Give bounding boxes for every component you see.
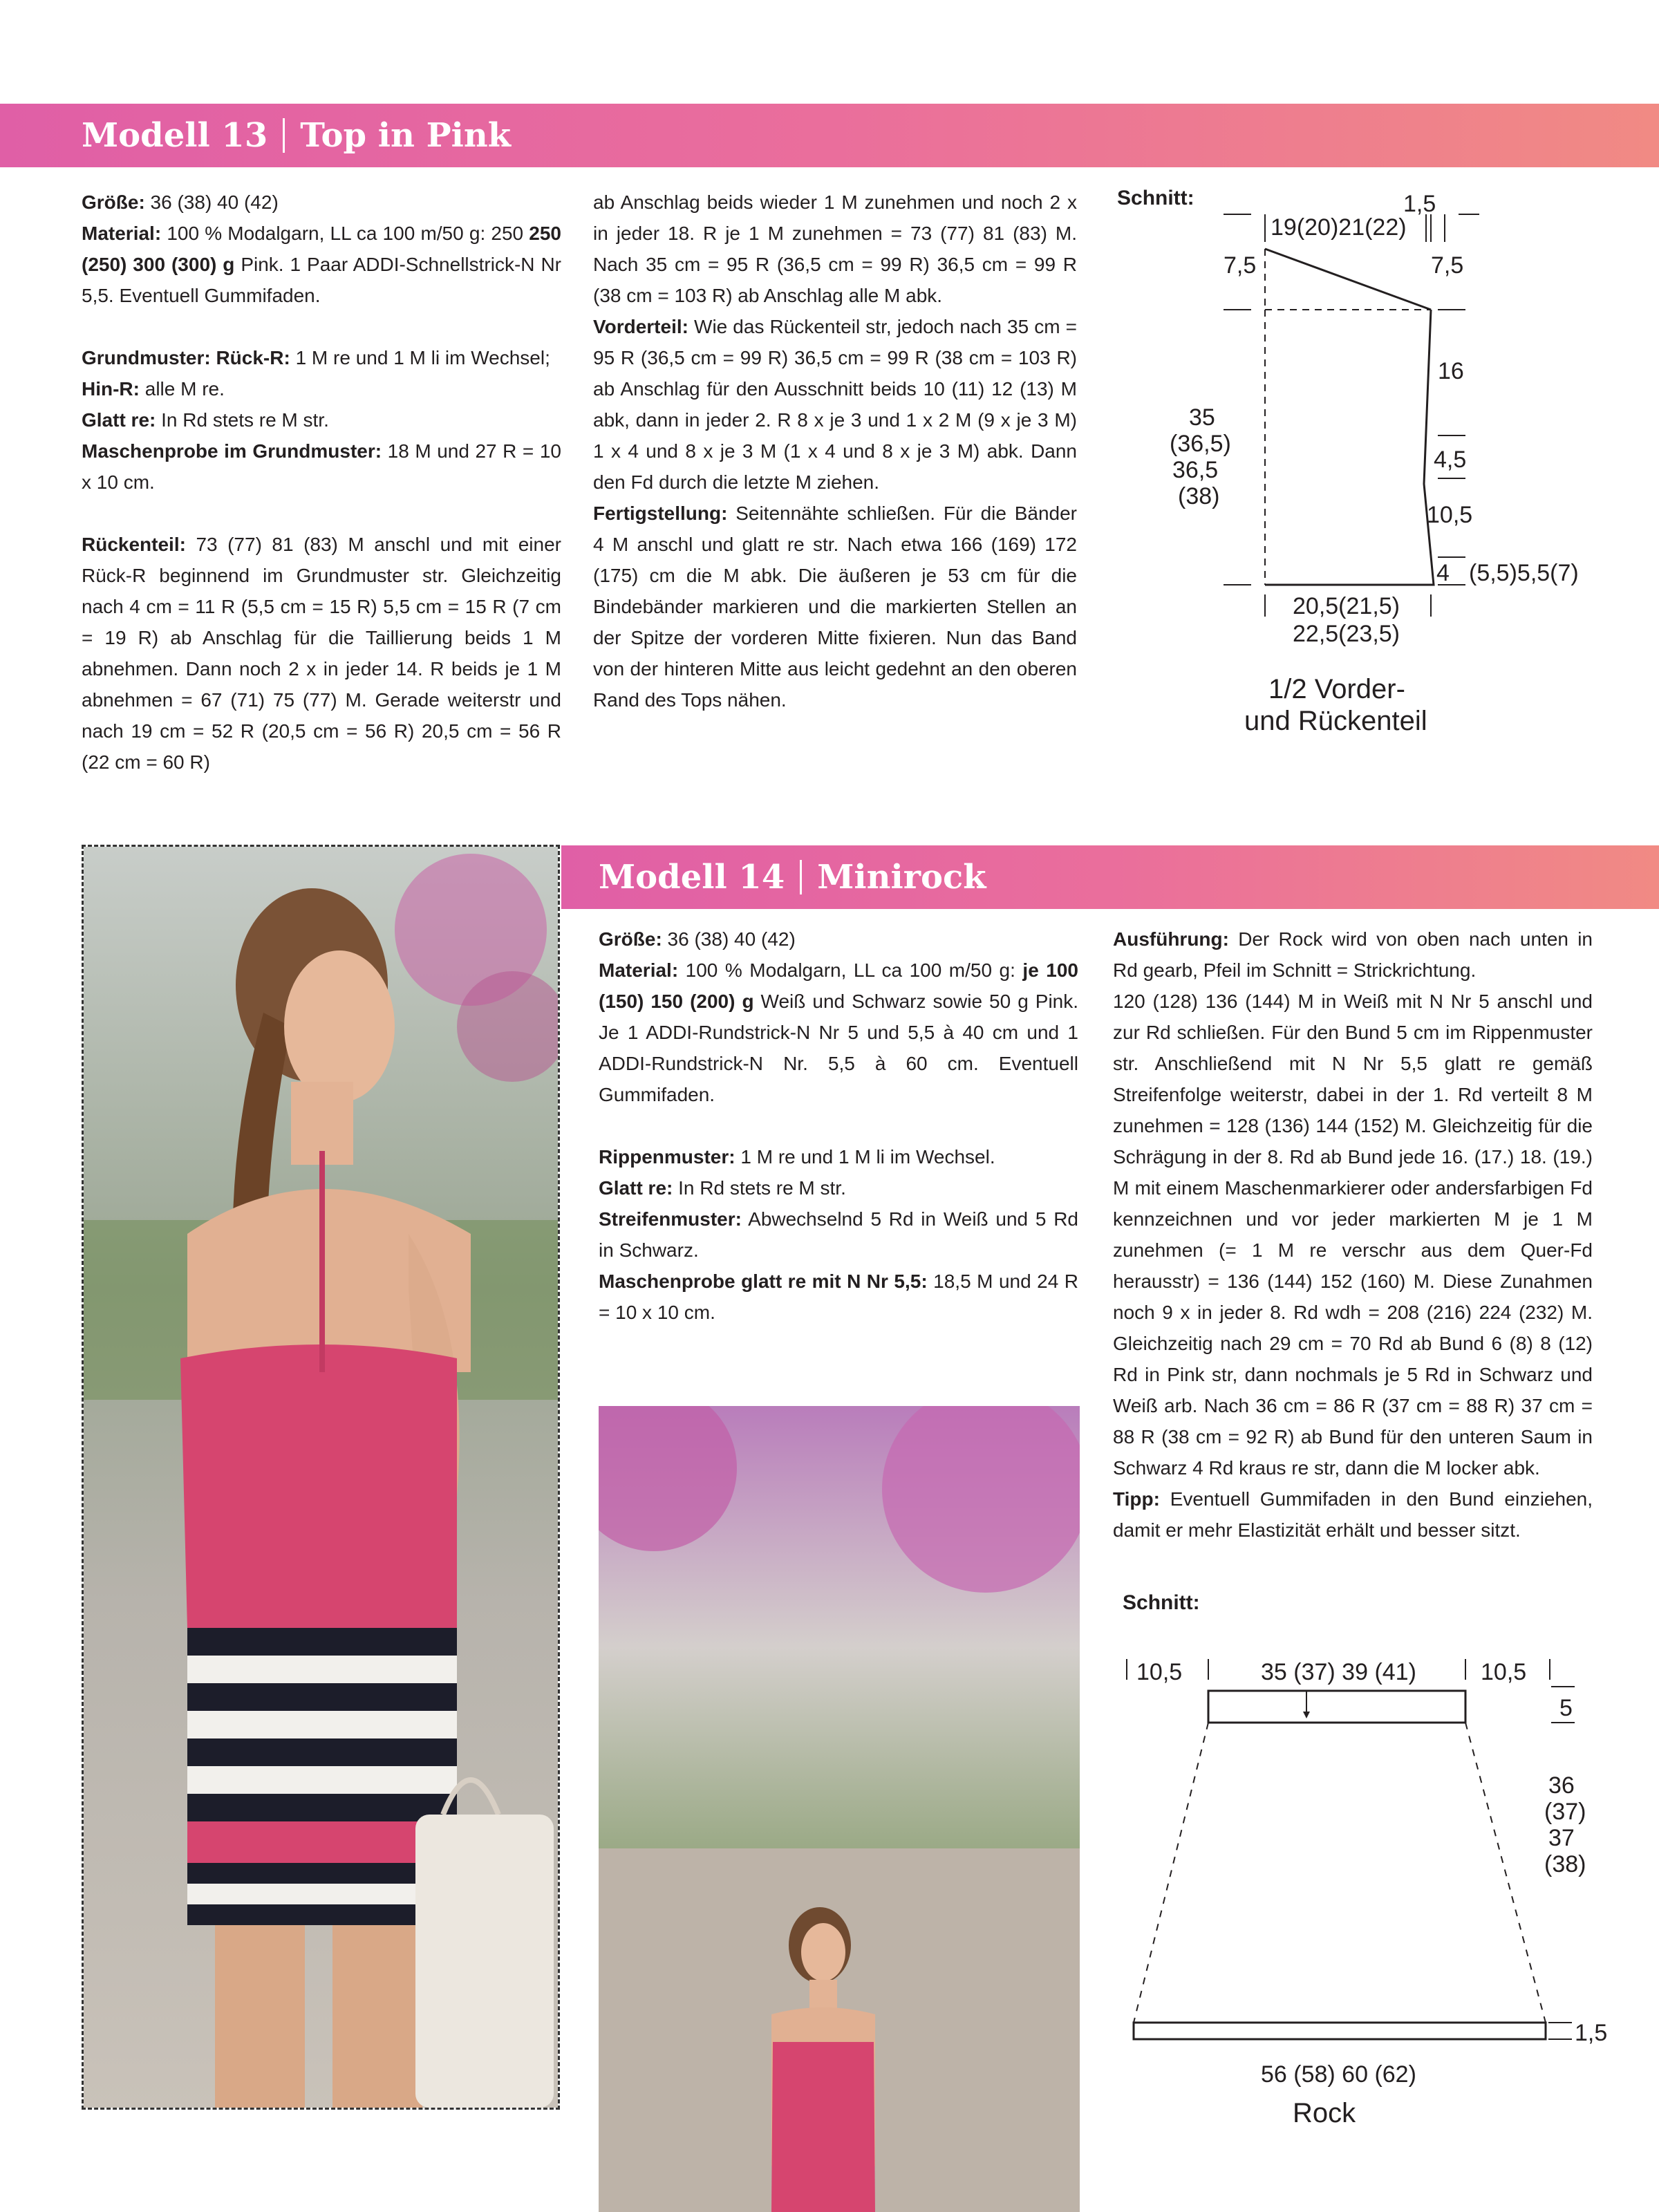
model-13-number: Modell 13 [82,116,268,155]
bold-label: Material: [599,959,679,981]
paragraph [82,187,561,218]
model-14-title: Minirock [817,858,986,897]
bold-label: Material: [82,223,162,244]
skirt-left-edge [1134,1723,1208,2023]
caption-line-1: 1/2 Vorder- [1268,674,1405,704]
paragraph-text: 100 % Modalgarn, LL ca 100 m/50 g: 250 [161,223,529,244]
bold-label: Glatt re: [82,409,156,431]
paragraph [82,435,561,498]
paragraph-text: In Rd stets re M str. [156,409,329,431]
model-13-schematic [1099,180,1652,753]
model-photo-front-view [599,1406,1080,2212]
dim-right-10-5: 10,5 [1481,1659,1527,1685]
dim-right-height-2: (37) [1544,1799,1586,1825]
bold-label: Größe: [82,191,145,213]
bold-label: Rückenteil: [82,534,186,555]
dim-right-7-5: 7,5 [1431,252,1464,279]
dim-right-height-4: (38) [1544,1851,1586,1877]
paragraph-text: 18,5 M und 24 R = 10 x 10 cm. [599,1271,1078,1323]
paragraph-text: Pink. 1 Paar ADDI-Schnellstrick-N Nr 5,5. Eventuell Gummifaden. [82,254,561,306]
paragraph [593,311,1077,498]
model-14-number: Modell 14 [599,858,785,897]
dim-right-16: 16 [1438,358,1464,384]
bold-label: 250 (250) 300 (300) g [82,223,561,275]
dim-bottom-width-1: 20,5(21,5) [1293,593,1400,619]
dim-right-height-3: 37 [1548,1825,1575,1851]
paragraph [599,1141,1078,1172]
dim-top-small: 1,5 [1403,191,1436,217]
bold-label: Hin-R: [82,378,140,400]
paragraph-text: 1 M re und 1 M li im Wechsel; [290,347,550,368]
dim-left-height-1: 35 [1189,404,1215,431]
schematic-label: Schnitt: [1123,1591,1200,1614]
model-13-column-2 [593,187,1077,715]
dim-bottom-width: 56 (58) 60 (62) [1261,2061,1416,2088]
bold-label: Grundmuster: Rück-R: [82,347,290,368]
bold-label: Fertigstellung: [593,503,728,524]
paragraph [1113,924,1593,986]
paragraph-gap [82,498,561,529]
paragraph-gap [82,311,561,342]
model-13-banner [0,104,1659,167]
dim-left-10-5: 10,5 [1136,1659,1183,1685]
dim-bottom-right-sizes: (5,5)5,5(7) [1469,560,1579,586]
paragraph [599,1172,1078,1203]
paragraph-text: 36 (38) 40 (42) [144,191,279,213]
paragraph-text: alle M re. [139,378,225,400]
paragraph-text: Weiß und Schwarz sowie 50 g Pink. Je 1 ADDI-Rundstrick-N Nr 5 und 5,5 à 40 cm und 1 ADDI-Rundstrick-N Nr. 5,5 à 60 cm. Eventuell Gummifaden. [599,991,1079,1105]
bold-label: Größe: [599,928,662,950]
bold-label: Rippenmuster: [599,1146,735,1168]
paragraph [82,404,561,435]
dim-bottom-width-2: 22,5(23,5) [1293,621,1400,647]
bold-label: Tipp: [1113,1488,1160,1510]
dim-right-10-5: 10,5 [1427,502,1473,528]
dim-right-1-5: 1,5 [1575,2020,1608,2046]
dim-right-4-5: 4,5 [1434,447,1467,473]
model-14-column-2 [1113,924,1593,1546]
paragraph-text: Wie das Rückenteil str, jedoch nach 35 cm = 95 R (36,5 cm = 99 R) 36,5 cm = 99 R (38 cm = 103 R) ab Anschlag für den Ausschnitt beids 10 (11) 12 (13) M abk, dann in jeder 2. R 8 x je 3 und 1 x 2 M (9 x je 3 M) 1 x 4 und 8 x je 3 M (1 x 4 und 8 x je 3 M) abk. Dann den Fd durch die letzte M ziehen. [593,316,1077,493]
title-separator [800,860,802,894]
dim-left-height-3: 36,5 [1172,457,1219,483]
paragraph [599,1266,1078,1328]
skirt-right-edge [1465,1723,1546,2023]
dim-left-7-5: 7,5 [1224,252,1257,279]
dim-left-height-2: (36,5) [1170,431,1231,457]
paragraph-text: 36 (38) 40 (42) [662,928,796,950]
model-14-column-1 [599,924,1078,1328]
waistband [1208,1691,1465,1723]
side-seam [1265,310,1434,585]
paragraph [599,1203,1078,1266]
paragraph [593,187,1077,311]
paragraph-text: Abwechselnd 5 Rd in Weiß und 5 Rd in Schwarz. [599,1208,1078,1261]
bold-label: Ausführung: [1113,928,1229,950]
paragraph-text: Der Rock wird von oben nach unten in Rd gearb, Pfeil im Schnitt = Strickrichtung. [1113,928,1593,981]
bold-label: Streifenmuster: [599,1208,742,1230]
paragraph-text: 73 (77) 81 (83) M anschl und mit einer Rück-R beginnend im Grundmuster str. Gleichzeitig nach 4 cm = 11 R (5,5 cm = 15 R) 5,5 cm = 15 R (7 cm = 19 R) ab Anschlag für die Taillierung beids 1 M abnehmen. Dann noch 2 x in jeder 14. R beids je 1 M abnehmen = 67 (71) 75 (77) M. Gerade weiterstr und nach 19 cm = 52 R (20,5 cm = 56 R) 20,5 cm = 56 R (22 cm = 60 R) [82,534,561,773]
paragraph [593,498,1077,715]
paragraph-text: ab Anschlag beids wieder 1 M zunehmen und noch 2 x in jeder 18. R je 1 M zunehmen = 73 (77) 81 (83) M. Nach 35 cm = 95 R (36,5 cm = 99 R) 36,5 cm = 99 R (38 cm = 103 R) ab Anschlag alle M abk. [593,191,1077,306]
paragraph-text: 120 (128) 136 (144) M in Weiß mit N Nr 5 anschl und zur Rd schließen. Für den Bund 5 cm im Rippenmuster str. Anschließend mit N Nr 5,5 glatt re gemäß Streifenfolge weiterstr, dabei in der 1. Rd verteilt 8 M zunehmen = 128 (136) 144 (152) M. Gleichzeitig für die Schrägung in der 8. Rd ab Bund jede 16. (17.) 18. (19.) M mit einem Maschenmarkierer oder andersfarbigen Fd kennzeichnen und vor jeder markierten M je 1 M zunehmen (= 1 M re verschr aus dem Quer-Fd herausstr) = 136 (144) 152 (160) M. Diese Zunahmen noch 9 x in jeder 8. Rd wdh = 208 (216) 224 (232) M. Gleichzeitig nach 29 cm = 70 Rd ab Bund 6 (8) 8 (12) Rd in Pink str, dann nochmals je 5 Rd in Schwarz und Weiß arb. Nach 36 cm = 86 R (37 cm = 88 R) 37 cm = 88 R (38 cm = 92 R) ab Bund für den unteren Saum in Schwarz 4 Rd kraus re str, dann die M locker abk. [1113,991,1593,1479]
neckline [1265,249,1431,310]
paragraph-gap [599,1110,1078,1141]
direction-arrow-head [1303,1712,1310,1718]
model-photo-back-view [82,845,560,2110]
dim-right-height-1: 36 [1548,1772,1575,1799]
paragraph-text: Eventuell Gummifaden in den Bund einziehen, damit er mehr Elastizität erhält und besser sitzt. [1113,1488,1593,1541]
dim-top-width: 19(20)21(22) [1271,214,1407,241]
paragraph [82,529,561,778]
dim-bottom-right: 4 [1436,560,1450,586]
model-13-title: Top in Pink [300,116,512,155]
caption-line-2: und Rückenteil [1244,706,1427,736]
paragraph [82,342,561,373]
bold-label: je 100 (150) 150 (200) g [599,959,1078,1012]
schematic-label: Schnitt: [1117,187,1194,209]
model-13-column-1 [82,187,561,778]
paragraph [599,955,1078,1110]
bold-label: Glatt re: [599,1177,673,1199]
paragraph-text: 1 M re und 1 M li im Wechsel. [735,1146,995,1168]
dim-left-height-4: (38) [1178,483,1220,509]
hem [1134,2023,1546,2039]
paragraph-text: 18 M und 27 R = 10 x 10 cm. [82,440,561,493]
bold-label: Maschenprobe im Grundmuster: [82,440,382,462]
paragraph [82,373,561,404]
paragraph-text: Seitennähte schließen. Für die Bänder 4 M anschl und glatt re str. Nach etwa 166 (169) 172 (175) cm die M abk. Die äußeren je 53 cm für die Bindebänder markieren und die markierten Stellen an der Spitze der vorderen Mitte fixieren. Nun das Band von der hinteren Mitte aus leicht gedehnt an den oberen Rand des Tops nähen. [593,503,1077,711]
bold-label: Vorderteil: [593,316,688,337]
model-14-schematic [1106,1583,1631,2143]
paragraph [599,924,1078,955]
dim-top-width: 35 (37) 39 (41) [1261,1659,1416,1685]
paragraph-text: In Rd stets re M str. [673,1177,846,1199]
paragraph-text: 100 % Modalgarn, LL ca 100 m/50 g: [678,959,1023,981]
dim-right-5: 5 [1559,1695,1573,1721]
caption: Rock [1293,2098,1356,2128]
model-14-banner [561,845,1659,909]
paragraph [1113,986,1593,1483]
paragraph [1113,1483,1593,1546]
paragraph [82,218,561,311]
bold-label: Maschenprobe glatt re mit N Nr 5,5: [599,1271,928,1292]
title-separator [283,118,285,153]
